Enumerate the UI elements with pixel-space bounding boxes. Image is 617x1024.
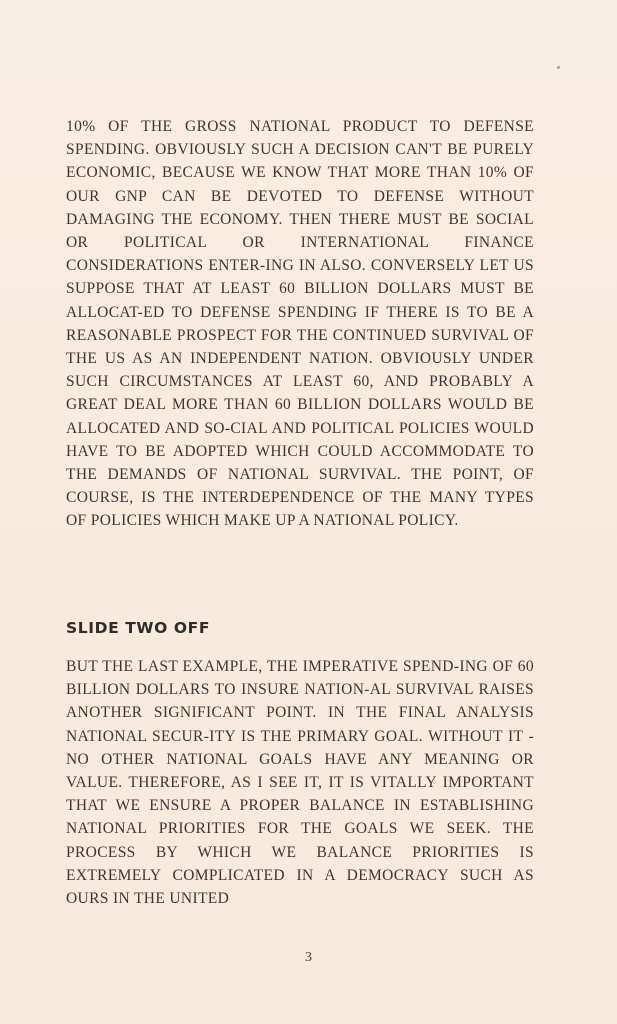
body-paragraph-2: BUT THE LAST EXAMPLE, THE IMPERATIVE SPEND-ING OF 60 BILLION DOLLARS TO INSURE NATION-AL SURVIVAL RAISES ANOTHER SIGNIFICANT POINT. IN THE FINAL ANALYSIS NATIONAL SECUR-ITY IS THE PRIMARY GOAL. WITHOUT IT - NO OTHER NATIONAL GOALS HAVE ANY MEANING OR VALUE. THEREFORE, AS I SEE IT, IT IS VITALLY IMPORTANT THAT WE ENSURE A PROPER BALANCE IN ESTABLISHING NATIONAL PRIORITIES FOR THE GOALS WE SEEK. THE PROCESS BY WHICH WE BALANCE PRIORITIES IS EXTREMELY COMPLICATED IN A DEMOCRACY SUCH AS OURS IN THE UNITED xyxy=(66,658,534,908)
page-number: 3 xyxy=(305,950,312,965)
paper-speck xyxy=(557,66,560,69)
body-paragraph-1: 10% OF THE GROSS NATIONAL PRODUCT TO DEFENSE SPENDING. OBVIOUSLY SUCH A DECISION CAN'T BE PURELY ECONOMIC, BECAUSE WE KNOW THAT MORE THAN 10% OF OUR GNP CAN BE DEVOTED TO DEFENSE WITHOUT DAMAGING THE ECONOMY. THEN THERE MUST BE SOCIAL OR POLITICAL OR INTERNATIONAL FINANCE CONSIDERATIONS ENTER-ING IN ALSO. CONVERSELY LET US SUPPOSE THAT AT LEAST 60 BILLION DOLLARS MUST BE ALLOCAT-ED TO DEFENSE SPENDING IF THERE IS TO BE A REASONABLE PROSPECT FOR THE CONTINUED SURVIVAL OF THE US AS AN INDEPENDENT NATION. OBVIOUSLY UNDER SUCH CIRCUMSTANCES AT LEAST 60, AND PROBABLY A GREAT DEAL MORE THAN 60 BILLION DOLLARS WOULD BE ALLOCATED AND SO-CIAL AND POLITICAL POLICIES WOULD HAVE TO BE ADOPTED WHICH COULD ACCOMMODATE TO THE DEMANDS OF NATIONAL SURVIVAL. THE POINT, OF COURSE, IS THE INTERDEPENDENCE OF THE MANY TYPES OF POLICIES WHICH MAKE UP A NATIONAL POLICY. xyxy=(66,118,534,530)
section-heading: SLIDE TWO OFF xyxy=(66,619,211,637)
